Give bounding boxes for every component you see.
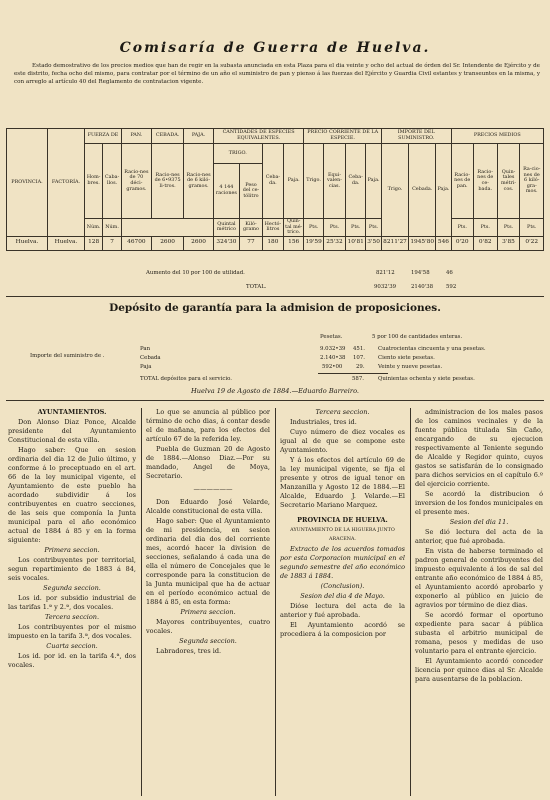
paragraph: Se dió lectura del acta de la anterior, que fué aprobada. <box>415 528 543 545</box>
column-4 <box>415 408 543 685</box>
th-pts-8: Pts. <box>520 219 544 237</box>
deposito-importe-label: Importe del suministro de . <box>30 353 105 359</box>
subheading: Segunda seccion. <box>179 637 237 645</box>
deposito-item-pct: 451. <box>353 346 366 352</box>
th-paja-q: Paja. <box>283 144 303 219</box>
paragraph: Industriales, tres id. <box>290 418 357 426</box>
subheading: Segunda seccion. <box>43 584 101 592</box>
deposito-item-pct: 29. <box>356 364 365 370</box>
paragraph: Y á los efectos del artículo 69 de la ley municipal vigente, se fija el presente y otros de igual tenor en Manzanilla y Agosto 12 de 1884.—El Alcalde, Eduardo J. Velarde.—El Secretario Mariano Marquez. <box>280 456 405 509</box>
deposito-title: Depósito de garantía para la admision de proposiciones. <box>109 302 441 314</box>
total-label: TOTAL. <box>246 284 267 290</box>
th-hectolitros: Hectó-litros <box>262 219 283 237</box>
deposito-item-amount: 592•00 <box>322 364 343 370</box>
cell-provincia: Huelva. <box>7 236 48 250</box>
cell-i-paja: 546 <box>436 236 451 250</box>
deposito-item-amount: 9.032•39 <box>320 346 346 352</box>
th-pts-1: Pts. <box>304 219 323 237</box>
cell-i-trigo: 8211'27 <box>381 236 408 250</box>
cell-p-trigo: 19'59 <box>304 236 323 250</box>
th-quintal: Quintal métrico <box>213 219 239 237</box>
th-importe: IMPORTE DEL SUMINISTRO. <box>381 129 451 144</box>
section-heading: PROVINCIA DE HUELVA. <box>297 516 388 524</box>
intro-paragraph: Estado demostrativo de los precios medios que han de regir en la subasta anunciada en esta Plaza para el dia veinte y ocho del actual de órden del Sr. Intendente de Ejército y de este distrito, fecha ocho del mismo, para contratar por el término de un año el suministro de pan y pienso á las fuerzas del Ejército y Guardia Civil estantes y transeuntes en la misma, y con arreglo al artículo 40 del Reglamento de contratacion vigente. <box>14 63 540 86</box>
th-m-quint: Quin-tales métri-cos. <box>497 144 520 219</box>
th-rac-paja: Racio-nes de 6 kiló-gramos. <box>184 144 213 219</box>
th-pts-2: Pts. <box>323 219 345 237</box>
deposito-item-name: Cebada <box>140 355 161 361</box>
signature: Huelva 19 de Agosto de 1884.—Eduardo Barreiro. <box>190 387 360 395</box>
cell-hombres: 128 <box>85 236 103 250</box>
deposito-item-words: Veinte y nueve pesetas. <box>378 364 443 370</box>
th-p-equiv: Equi-valen-cias. <box>323 144 345 219</box>
paragraph: Los id. por subsidio industrial de las tarifas 1.ª y 2.ª, dos vocales. <box>8 594 136 611</box>
th-precio-corriente: PRECIO CORRIENTE DE LA ESPECIE. <box>304 129 381 144</box>
th-trigo: TRIGO. <box>213 144 262 164</box>
th-cebada: CEBADA. <box>151 129 183 144</box>
paragraph: Puebla de Guzman 20 de Agosto de 1884.—Alonso Diaz.—Por su mandado, Angel de Moya, Secretario. <box>146 445 270 480</box>
paragraph: Hago saber: Que el Ayuntamiento de mi presidencia, en sesion ordinaria del dia dos del corriente mes, acordó hacer la division de secciones, señalando á cada una de ella el número de Concejales que le corresponde para la constitucion de la Junta municipal que ha de actuar en el período económico actual de 1884 á 85, en esta forma: <box>146 517 270 606</box>
paragraph: En vista de haberse terminado el padron general de contribuyentes del impuesto equivalente á los de sal del entrante año económico de 1884 á 85, el Ayuntamiento acordó aprobarlo y exponerlo al público en juicio de agravios por término de diez dias. <box>415 547 543 609</box>
paragraph: Se acordó formar el oportuno expediente para sacar á pública subasta el arbitrio municipal de romana, pesos y medidas de uso voluntario para el entrante ejercicio. <box>415 611 543 655</box>
deposito-col-pesetas: Pesetas. <box>320 334 343 340</box>
cell-m-quint: 3'85 <box>497 236 520 250</box>
column-1 <box>8 408 136 671</box>
price-table <box>6 128 544 251</box>
deposito-item-pct: 107. <box>353 355 366 361</box>
th-kilogramo: Kiló-gramo <box>240 219 263 237</box>
deposito-col-cinco: 5 por 100 de cantidades enteras. <box>372 334 463 340</box>
subheading: Sesion del dia 11. <box>449 518 509 526</box>
column-rule <box>141 408 142 796</box>
paragraph: El Ayuntamiento acordó conceder licencia por quince dias al Sr. Alcalde para ausentarse de la poblacion. <box>415 657 543 683</box>
paragraph: Labradores, tres id. <box>156 647 222 655</box>
paragraph: Don Alonso Diaz Ponce, Alcalde presidente del Ayuntamiento Constitucional de esta villa. <box>8 418 136 444</box>
aumento-paja: 46 <box>446 270 453 276</box>
subheading: Primera seccion. <box>180 608 236 616</box>
th-i-trigo: Trigo. <box>381 144 408 237</box>
deposito-total-words: Quinientas ochenta y siete pesetas. <box>378 376 475 382</box>
th-fuerza: FUERZA DE <box>85 129 122 144</box>
aumento-cebada: 194'58 <box>411 270 430 276</box>
subheading: AYUNTAMIENTO DE LA HIGUERA JUNTO ARACENA. <box>290 528 395 542</box>
th-rac-pan: Racio-nes de 70 déci-gramos. <box>121 144 151 219</box>
th-m-6: Ra-cio-nes de 6 kiló-gra-mos. <box>520 144 544 219</box>
th-quintal-met: Quin-tal mé-trico. <box>285 218 303 236</box>
aumento-trigo: 821'12 <box>376 270 395 276</box>
th-factoria: FACTORÍA. <box>48 129 85 237</box>
total-row <box>6 282 544 294</box>
th-i-cebada: Cebada. <box>409 144 436 237</box>
paragraph: administracion de los males pasos de los caminos vecinales y de la fuente pública titulada Sin Caño, encargando de su ejecucion respectivamente al Teniente segundo de Alcalde y Regidor quinto, cuyos gastos se satisfarán de lo consignado para dichos servicios en el capítulo 6.º del ejercicio corriente. <box>415 408 543 488</box>
cell-pan: 46700 <box>121 236 151 250</box>
deposito-total-label: TOTAL depósitos para el servicio. <box>140 376 232 382</box>
subheading: Tercera seccion. <box>44 613 100 621</box>
aumento-row <box>6 268 544 280</box>
th-pan: PAN. <box>121 129 151 144</box>
th-cantidades: CANTIDADES DE ESPECIES EQUIVALENTES. <box>213 129 304 144</box>
cell-trigo-k: 77 <box>240 236 263 250</box>
deposito-item-words: Cuatrocientas cincuenta y una pesetas. <box>378 346 486 352</box>
paragraph: Don Eduardo José Velarde, Alcalde constitucional de esta villa. <box>146 498 270 515</box>
th-paja: PAJA. <box>184 129 213 144</box>
cell-paja-q: 156 <box>283 236 303 250</box>
subheading: Primera seccion. <box>44 546 100 554</box>
paragraph: Hago saber: Que en sesion ordinaria del dia 12 de Julio último, y conforme á lo preceptuado en el art. 66 de la ley municipal vigente, el Ayuntamiento de este pueblo ha acordado subdividir á los contribuyentes en cuatro secciones, de las seis que componía la Junta municipal para el año económico actual de 1884 á 85 y en la forma siguiente: <box>8 446 136 544</box>
paragraph: Los contribuyentes por territorial, segun repartimiento de 1883 á 84, seis vocales. <box>8 556 136 582</box>
th-m-cebada: Racio-nes de ce-bada. <box>473 144 497 219</box>
column-3 <box>280 408 405 640</box>
cell-m-pan: 0'20 <box>451 236 473 250</box>
paragraph: Cuyo número de diez vocales es igual al de que se compone este Ayuntamiento. <box>280 428 405 454</box>
column-rule <box>410 408 411 796</box>
subheading: Sesion del dia 4 de Mayo. <box>300 592 385 600</box>
deposito-item-amount: 2.140•38 <box>320 355 346 361</box>
th-pts-5: Pts. <box>451 219 473 237</box>
cell-i-cebada: 1945'80 <box>409 236 436 250</box>
paragraph: Lo que se anuncia al público por término de ocho dias, á contar desde el de mañana, para los efectos del artículo 67 de la referida ley. <box>146 408 270 443</box>
paragraph: Los contribuyentes por el mismo impuesto en la tarifa 3.ª, dos vocales. <box>8 623 136 640</box>
cell-factoria: Huelva. <box>48 236 85 250</box>
th-pts-3: Pts. <box>346 219 366 237</box>
total-paja: 592 <box>446 284 457 290</box>
deposito-item-name: Paja <box>140 364 152 370</box>
cell-m-6: 0'22 <box>520 236 544 250</box>
cell-p-equiv: 25'32 <box>323 236 345 250</box>
paragraph: Dióse lectura del acta de la anterior y fué aprobada. <box>280 602 405 619</box>
th-num-2: Núm. <box>103 219 122 237</box>
th-peso-kilo: Peso del ce-tólitro <box>240 164 263 219</box>
page-title: Comisaría de Guerra de Huelva. <box>119 40 431 56</box>
th-p-paja: Paja. <box>366 144 382 219</box>
cell-cebada-h: 180 <box>262 236 283 250</box>
th-pts-6: Pts. <box>473 219 497 237</box>
th-rac-cebada: Racio-nes de 6•9375 li-tros. <box>151 144 183 219</box>
th-provincia: PROVINCIA. <box>7 129 48 237</box>
table-row <box>7 236 544 250</box>
th-p-cebada: Ceba-da. <box>346 144 366 219</box>
paragraph: Se acordó la distribucion ó inversion de los fondos municipales en el presente mes. <box>415 490 543 516</box>
th-medios: PRECIOS MEDIOS <box>451 129 543 144</box>
aumento-label: Aumento del 10 por 100 de utilidad. <box>146 270 245 276</box>
column-rule <box>275 408 276 796</box>
cell-caballos: 7 <box>103 236 122 250</box>
th-cebada-q: Ceba-da. <box>262 144 283 219</box>
subheading: Tercera seccion. <box>315 408 370 416</box>
th-num-1: Núm. <box>85 219 103 237</box>
deposito-total-pct: 587. <box>352 376 365 382</box>
th-p-trigo: Trigo. <box>304 144 323 219</box>
cell-p-paja: 3'50 <box>366 236 382 250</box>
cell-cebada: 2600 <box>151 236 183 250</box>
subheading: Cuarta seccion. <box>46 642 98 650</box>
cell-paja: 2600 <box>184 236 213 250</box>
paragraph: Extracto de los acuerdos tomados por esta Corporacion municipal en el segundo semestre del año económico de 1883 á 1884. <box>280 545 405 580</box>
divider <box>6 296 544 297</box>
subheading: (Conclusion). <box>320 582 365 590</box>
th-hombres: Hom-bres. <box>85 144 103 219</box>
divider <box>318 373 388 374</box>
th-pts-4: Pts. <box>366 219 382 237</box>
th-i-paja: Paja. <box>436 144 451 237</box>
total-cebada: 2140'38 <box>411 284 434 290</box>
section-heading: AYUNTAMIENTOS. <box>37 408 107 416</box>
column-2: Lo que se anuncia al público por término de ocho dias, á contar desde el de mañana, para los efectos del artículo 67 de la referida ley. Puebla de Guzman 20 de Agosto de 1884.—Alonso Diaz.—Por su mandado, Angel de Moya, Secretario. —————— Don Eduardo José Velarde, Alcalde constitucional de esta villa. Hago saber: Que el Ayuntamiento de mi presidencia, en sesion ordinaria del dia dos del corriente mes, acordó hacer la division de secciones, señalando á cada una de ella el número de Concejales que le corresponde para la constitucion de la Junta municipal que ha de actuar en el período económico actual de 1884 á 85, en esta forma: Primera seccion. Mayores contribuyentes, cuatro vocales. Segunda seccion. Labradores, tres id. <box>146 408 270 655</box>
divider <box>6 400 544 401</box>
cell-m-cebada: 0'82 <box>473 236 497 250</box>
cell-p-cebada: 10'81 <box>346 236 366 250</box>
paragraph: Mayores contribuyentes, cuatro vocales. <box>146 618 270 635</box>
deposito-item-name: Pan <box>140 346 151 352</box>
th-raciones-4144: 4 144 raciones <box>213 164 239 219</box>
th-m-pan: Racio-nes de pan. <box>451 144 473 219</box>
cell-trigo-q: 324'30 <box>213 236 239 250</box>
deposito-item-words: Ciento siete pesetas. <box>378 355 435 361</box>
paragraph: El Ayuntamiento acordó se procediera á la composicion por <box>280 621 405 638</box>
th-pts-7: Pts. <box>497 219 520 237</box>
th-caballos: Caba-llos. <box>103 144 122 219</box>
paragraph: Los id. por id. en la tarifa 4.ª, dos vocales. <box>8 652 136 669</box>
total-trigo: 9032'39 <box>374 284 397 290</box>
